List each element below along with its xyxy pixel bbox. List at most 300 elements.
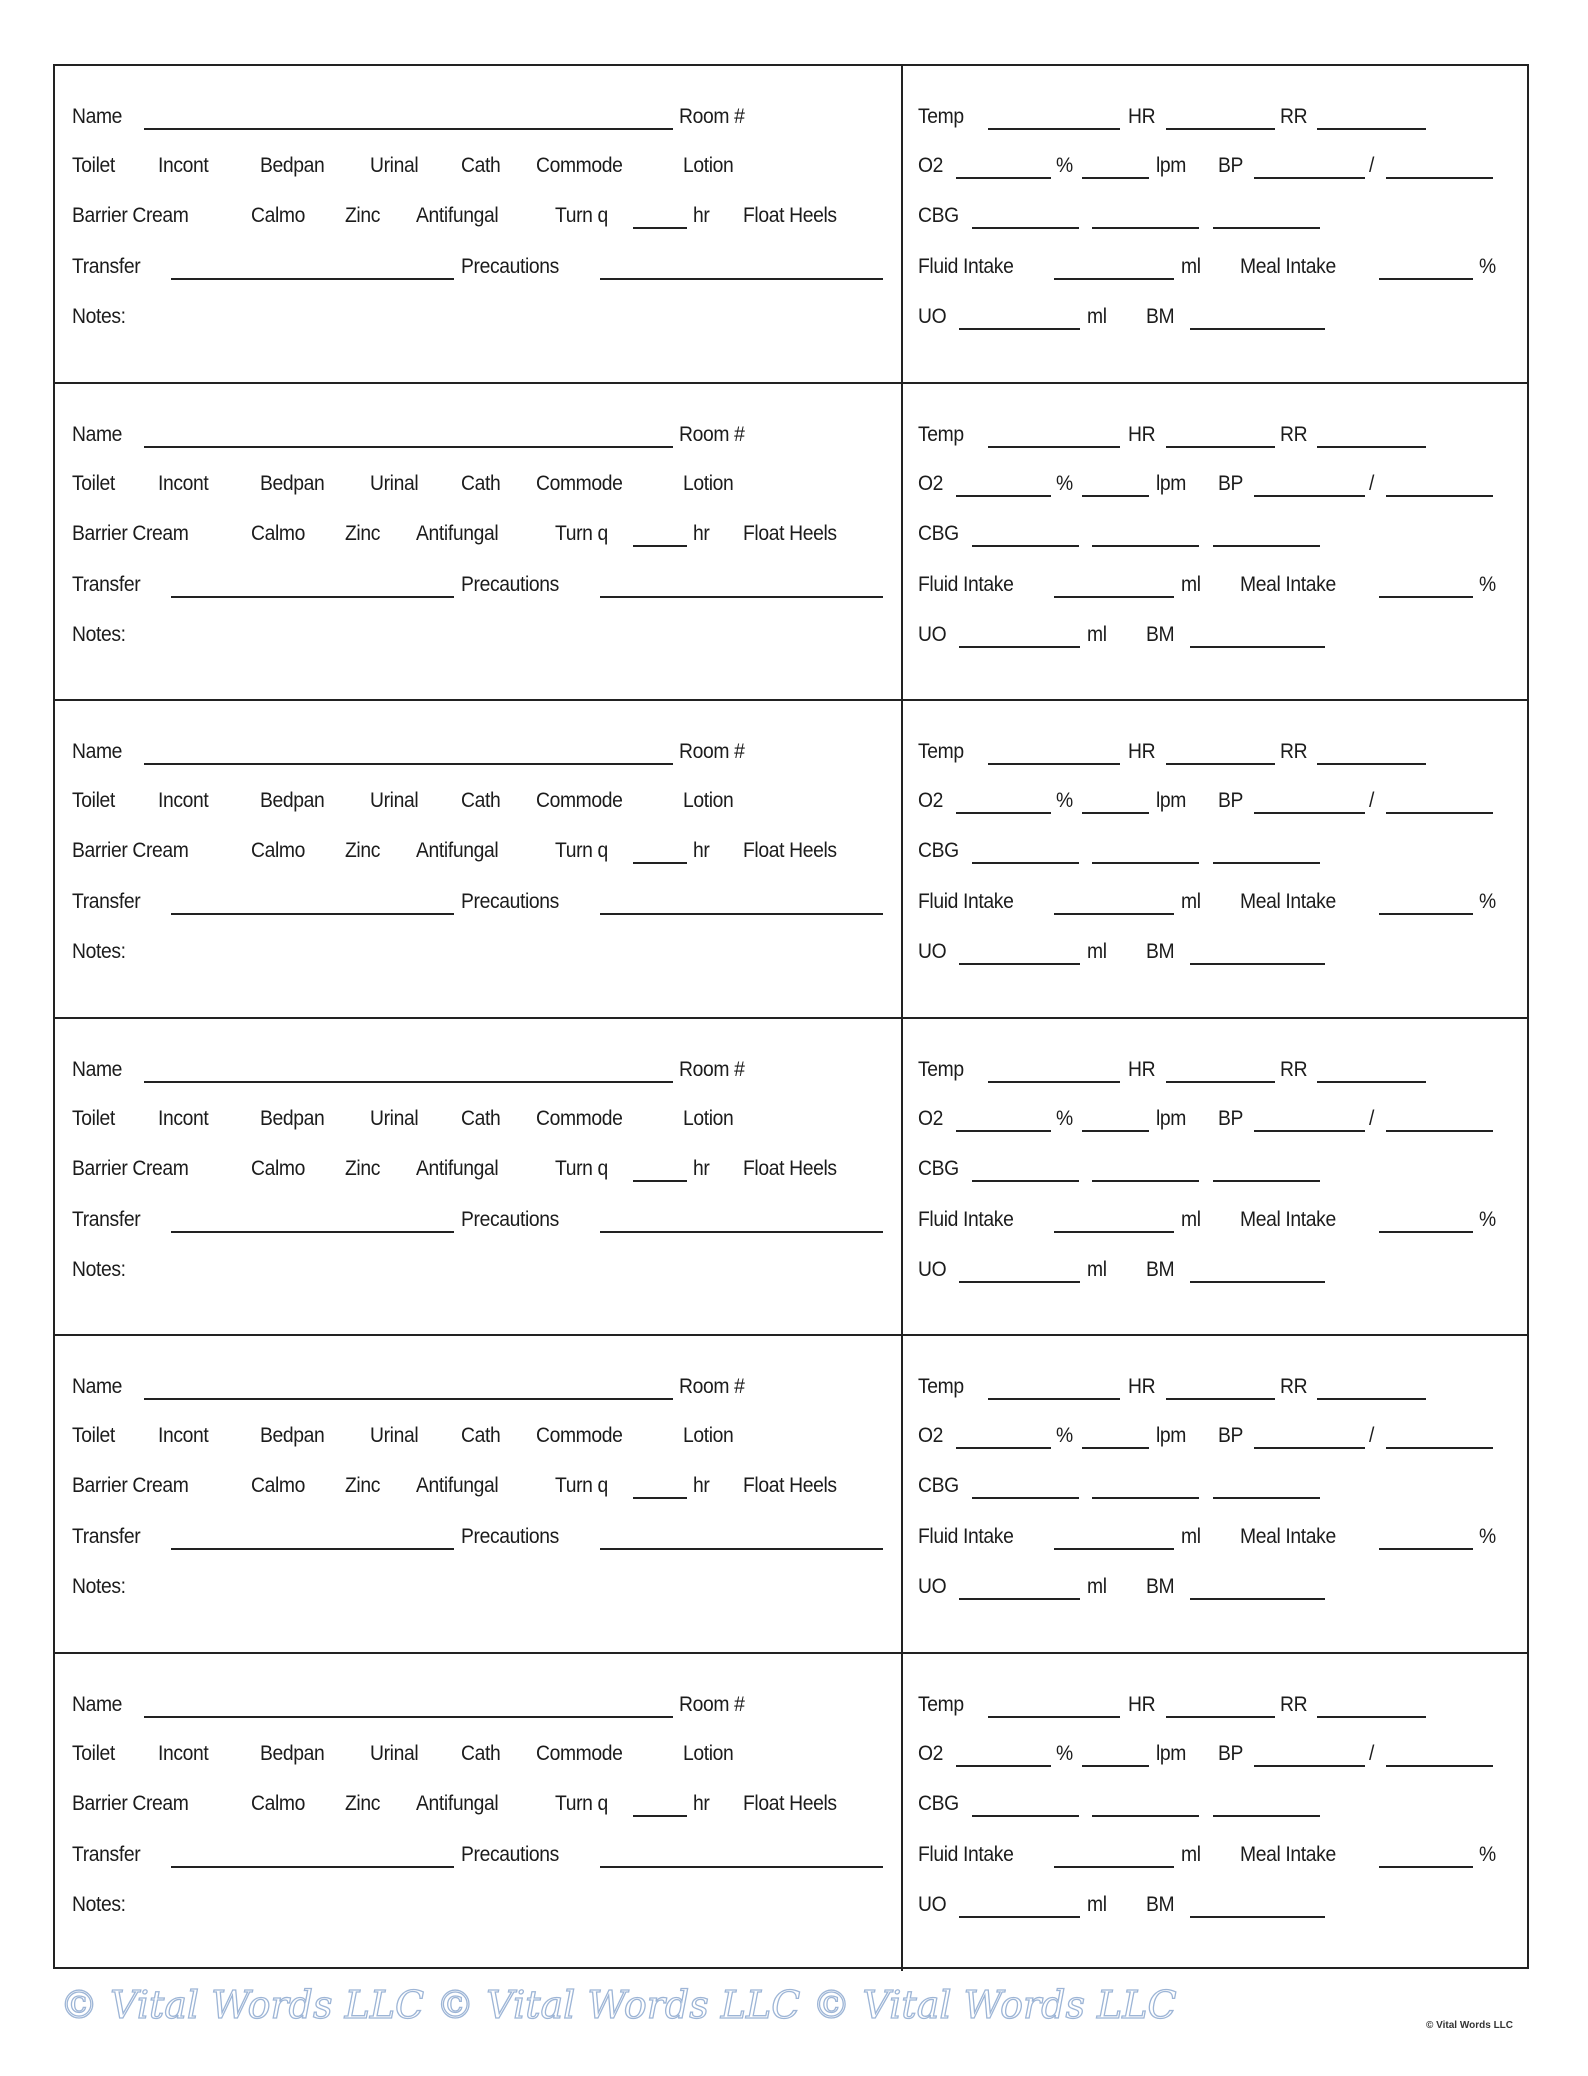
bp-diastolic-field[interactable] (1386, 495, 1493, 497)
name-field[interactable] (144, 446, 673, 448)
bp-slash: / (1369, 1424, 1375, 1447)
ml-label: ml (1181, 1207, 1201, 1231)
hr-field[interactable] (1166, 446, 1275, 448)
transfer-field[interactable] (171, 596, 454, 598)
name-field[interactable] (144, 128, 673, 130)
turn-q-label: Turn q (555, 1791, 608, 1815)
cbg-field-1[interactable] (972, 545, 1079, 547)
temp-label: Temp (918, 1692, 964, 1716)
o2-lpm-field[interactable] (1082, 177, 1149, 179)
fluid-intake-label: Fluid Intake (918, 890, 1014, 913)
bm-field[interactable] (1190, 963, 1325, 965)
name-field[interactable] (144, 1716, 673, 1718)
precautions-label: Precautions (461, 572, 559, 596)
option-commode[interactable]: Commode (536, 1106, 623, 1130)
fluid-intake-field[interactable] (1054, 278, 1174, 280)
o2-percent-field[interactable] (956, 812, 1051, 814)
precautions-label: Precautions (461, 1842, 559, 1866)
temp-label: Temp (918, 1375, 964, 1398)
meal-percent-label: % (1479, 1207, 1496, 1231)
percent-label: % (1056, 1741, 1073, 1765)
rr-label: RR (1280, 422, 1308, 446)
o2-percent-field[interactable] (956, 495, 1051, 497)
option-incont[interactable]: Incont (158, 1424, 209, 1447)
bp-label: BP (1218, 789, 1244, 812)
option-lotion[interactable]: Lotion (683, 154, 734, 177)
bp-label: BP (1218, 1106, 1244, 1130)
cbg-field-1[interactable] (972, 227, 1079, 229)
option-bedpan[interactable]: Bedpan (260, 154, 325, 177)
cbg-field-3[interactable] (1213, 545, 1320, 547)
option-barrier-cream[interactable]: Barrier Cream (72, 839, 189, 862)
option-incont[interactable]: Incont (158, 154, 209, 177)
name-field[interactable] (144, 1398, 673, 1400)
bp-systolic-field[interactable] (1254, 177, 1365, 179)
uo-ml-label: ml (1087, 305, 1107, 328)
patient-report-sheet (53, 64, 1529, 1969)
meal-intake-field[interactable] (1379, 913, 1473, 915)
option-toilet[interactable]: Toilet (72, 471, 115, 495)
option-commode[interactable]: Commode (536, 471, 623, 495)
bm-label: BM (1146, 1257, 1175, 1281)
hr-unit-label: hr (693, 1791, 710, 1815)
rr-field[interactable] (1317, 446, 1426, 448)
cbg-field-2[interactable] (1092, 545, 1199, 547)
hr-unit-label: hr (693, 204, 710, 227)
bp-systolic-field[interactable] (1254, 495, 1365, 497)
notes-label: Notes: (72, 305, 126, 328)
bm-field[interactable] (1190, 646, 1325, 648)
percent-label: % (1056, 154, 1073, 177)
cbg-field-3[interactable] (1213, 1815, 1320, 1817)
cbg-label: CBG (918, 1791, 959, 1815)
rr-label: RR (1280, 1057, 1308, 1081)
turn-q-label: Turn q (555, 521, 608, 545)
temp-label: Temp (918, 105, 964, 128)
option-antifungal[interactable]: Antifungal (416, 1474, 499, 1497)
option-bedpan[interactable]: Bedpan (260, 1424, 325, 1447)
option-commode[interactable]: Commode (536, 1741, 623, 1765)
precautions-field[interactable] (600, 913, 883, 915)
bm-field[interactable] (1190, 328, 1325, 330)
option-incont[interactable]: Incont (158, 471, 209, 495)
meal-intake-label: Meal Intake (1240, 1842, 1336, 1866)
transfer-field[interactable] (171, 278, 454, 280)
o2-lpm-field[interactable] (1082, 1447, 1149, 1449)
option-cath[interactable]: Cath (461, 1741, 501, 1765)
option-zinc[interactable]: Zinc (345, 204, 381, 227)
meal-intake-field[interactable] (1379, 1548, 1473, 1550)
name-label: Name (72, 1692, 123, 1716)
patient-record (55, 384, 1527, 702)
hr-unit-label: hr (693, 1156, 710, 1180)
option-toilet[interactable]: Toilet (72, 1106, 115, 1130)
hr-field[interactable] (1166, 128, 1275, 130)
meal-intake-label: Meal Intake (1240, 255, 1336, 278)
notes-label: Notes: (72, 1892, 126, 1916)
uo-label: UO (918, 1257, 947, 1281)
bp-diastolic-field[interactable] (1386, 1765, 1493, 1767)
patient-record (55, 701, 1527, 1019)
bp-systolic-field[interactable] (1254, 812, 1365, 814)
precautions-field[interactable] (600, 1866, 883, 1868)
cbg-field-1[interactable] (972, 1815, 1079, 1817)
column-divider (901, 701, 903, 1017)
o2-label: O2 (918, 1741, 944, 1765)
name-label: Name (72, 422, 123, 446)
transfer-field[interactable] (171, 1866, 454, 1868)
precautions-label: Precautions (461, 1525, 559, 1548)
turn-hours-field[interactable] (633, 545, 687, 547)
option-incont[interactable]: Incont (158, 1741, 209, 1765)
uo-field[interactable] (959, 1598, 1080, 1600)
bm-label: BM (1146, 1575, 1175, 1598)
option-zinc[interactable]: Zinc (345, 1474, 381, 1497)
option-zinc[interactable]: Zinc (345, 1156, 381, 1180)
meal-percent-label: % (1479, 890, 1496, 913)
hr-label: HR (1128, 422, 1156, 446)
uo-label: UO (918, 305, 947, 328)
o2-percent-field[interactable] (956, 1765, 1051, 1767)
cbg-label: CBG (918, 1474, 959, 1497)
fluid-intake-field[interactable] (1054, 1231, 1174, 1233)
turn-hours-field[interactable] (633, 1497, 687, 1499)
o2-lpm-field[interactable] (1082, 1130, 1149, 1132)
cbg-label: CBG (918, 1156, 959, 1180)
option-incont[interactable]: Incont (158, 1106, 209, 1130)
option-float-heels[interactable]: Float Heels (743, 839, 837, 862)
uo-ml-label: ml (1087, 622, 1107, 646)
bp-label: BP (1218, 154, 1244, 177)
precautions-label: Precautions (461, 1207, 559, 1231)
option-antifungal[interactable]: Antifungal (416, 521, 499, 545)
option-calmo[interactable]: Calmo (251, 1474, 305, 1497)
patient-record (55, 1336, 1527, 1654)
meal-intake-field[interactable] (1379, 596, 1473, 598)
percent-label: % (1056, 1106, 1073, 1130)
column-divider (901, 1654, 903, 1972)
uo-field[interactable] (959, 963, 1080, 965)
uo-field[interactable] (959, 1281, 1080, 1283)
temp-field[interactable] (988, 1081, 1120, 1083)
patient-record (55, 66, 1527, 384)
cbg-field-3[interactable] (1213, 862, 1320, 864)
temp-field[interactable] (988, 446, 1120, 448)
fluid-intake-field[interactable] (1054, 1548, 1174, 1550)
rr-field[interactable] (1317, 1081, 1426, 1083)
option-cath[interactable]: Cath (461, 471, 501, 495)
name-label: Name (72, 1375, 123, 1398)
option-urinal[interactable]: Urinal (370, 1106, 419, 1130)
option-calmo[interactable]: Calmo (251, 204, 305, 227)
bm-field[interactable] (1190, 1916, 1325, 1918)
transfer-label: Transfer (72, 572, 141, 596)
option-calmo[interactable]: Calmo (251, 1791, 305, 1815)
ml-label: ml (1181, 572, 1201, 596)
transfer-label: Transfer (72, 1842, 141, 1866)
ml-label: ml (1181, 1525, 1201, 1548)
option-float-heels[interactable]: Float Heels (743, 204, 837, 227)
uo-label: UO (918, 940, 947, 963)
cbg-field-1[interactable] (972, 1180, 1079, 1182)
bp-diastolic-field[interactable] (1386, 1447, 1493, 1449)
rr-field[interactable] (1317, 1398, 1426, 1400)
option-lotion[interactable]: Lotion (683, 1424, 734, 1447)
meal-intake-label: Meal Intake (1240, 1525, 1336, 1548)
rr-field[interactable] (1317, 1716, 1426, 1718)
temp-field[interactable] (988, 763, 1120, 765)
uo-ml-label: ml (1087, 1257, 1107, 1281)
patient-record (55, 1654, 1527, 1972)
uo-label: UO (918, 622, 947, 646)
bm-field[interactable] (1190, 1281, 1325, 1283)
option-float-heels[interactable]: Float Heels (743, 1474, 837, 1497)
cbg-field-1[interactable] (972, 1497, 1079, 1499)
meal-intake-field[interactable] (1379, 1231, 1473, 1233)
option-cath[interactable]: Cath (461, 154, 501, 177)
uo-field[interactable] (959, 646, 1080, 648)
option-cath[interactable]: Cath (461, 1106, 501, 1130)
option-bedpan[interactable]: Bedpan (260, 1106, 325, 1130)
name-field[interactable] (144, 763, 673, 765)
uo-label: UO (918, 1575, 947, 1598)
option-barrier-cream[interactable]: Barrier Cream (72, 1156, 189, 1180)
option-lotion[interactable]: Lotion (683, 471, 734, 495)
lpm-label: lpm (1156, 154, 1187, 177)
column-divider (901, 1336, 903, 1652)
option-commode[interactable]: Commode (536, 789, 623, 812)
temp-label: Temp (918, 1057, 964, 1081)
hr-unit-label: hr (693, 839, 710, 862)
option-bedpan[interactable]: Bedpan (260, 789, 325, 812)
column-divider (901, 1019, 903, 1335)
patient-record (55, 1019, 1527, 1337)
option-lotion[interactable]: Lotion (683, 1106, 734, 1130)
option-incont[interactable]: Incont (158, 789, 209, 812)
notes-label: Notes: (72, 1575, 126, 1598)
column-divider (901, 66, 903, 382)
option-zinc[interactable]: Zinc (345, 1791, 381, 1815)
meal-percent-label: % (1479, 255, 1496, 278)
rr-field[interactable] (1317, 128, 1426, 130)
hr-field[interactable] (1166, 1081, 1275, 1083)
temp-label: Temp (918, 740, 964, 763)
room-label: Room # (679, 1057, 745, 1081)
footer-copyright: © Vital Words LLC (1426, 2020, 1514, 2031)
fluid-intake-label: Fluid Intake (918, 255, 1014, 278)
o2-lpm-field[interactable] (1082, 812, 1149, 814)
hr-field[interactable] (1166, 1398, 1275, 1400)
turn-hours-field[interactable] (633, 1815, 687, 1817)
room-label: Room # (679, 105, 745, 128)
option-urinal[interactable]: Urinal (370, 154, 419, 177)
cbg-field-3[interactable] (1213, 1497, 1320, 1499)
hr-label: HR (1128, 1375, 1156, 1398)
o2-percent-field[interactable] (956, 1447, 1051, 1449)
fluid-intake-label: Fluid Intake (918, 1525, 1014, 1548)
meal-intake-label: Meal Intake (1240, 572, 1336, 596)
ml-label: ml (1181, 255, 1201, 278)
hr-field[interactable] (1166, 1716, 1275, 1718)
option-toilet[interactable]: Toilet (72, 154, 115, 177)
bp-diastolic-field[interactable] (1386, 812, 1493, 814)
lpm-label: lpm (1156, 1424, 1187, 1447)
turn-hours-field[interactable] (633, 227, 687, 229)
bp-slash: / (1369, 1741, 1375, 1765)
option-cath[interactable]: Cath (461, 789, 501, 812)
option-barrier-cream[interactable]: Barrier Cream (72, 204, 189, 227)
room-label: Room # (679, 1692, 745, 1716)
hr-field[interactable] (1166, 763, 1275, 765)
cbg-label: CBG (918, 839, 959, 862)
cbg-field-2[interactable] (1092, 1497, 1199, 1499)
option-urinal[interactable]: Urinal (370, 471, 419, 495)
meal-intake-field[interactable] (1379, 278, 1473, 280)
ml-label: ml (1181, 1842, 1201, 1866)
o2-lpm-field[interactable] (1082, 1765, 1149, 1767)
option-bedpan[interactable]: Bedpan (260, 471, 325, 495)
column-divider (901, 384, 903, 700)
option-toilet[interactable]: Toilet (72, 1741, 115, 1765)
option-bedpan[interactable]: Bedpan (260, 1741, 325, 1765)
precautions-label: Precautions (461, 890, 559, 913)
o2-percent-field[interactable] (956, 1130, 1051, 1132)
uo-field[interactable] (959, 1916, 1080, 1918)
bp-systolic-field[interactable] (1254, 1447, 1365, 1449)
option-commode[interactable]: Commode (536, 154, 623, 177)
fluid-intake-field[interactable] (1054, 596, 1174, 598)
option-barrier-cream[interactable]: Barrier Cream (72, 1474, 189, 1497)
rr-field[interactable] (1317, 763, 1426, 765)
cbg-field-2[interactable] (1092, 862, 1199, 864)
bm-label: BM (1146, 305, 1175, 328)
option-float-heels[interactable]: Float Heels (743, 1791, 837, 1815)
bp-diastolic-field[interactable] (1386, 177, 1493, 179)
name-label: Name (72, 105, 123, 128)
option-calmo[interactable]: Calmo (251, 1156, 305, 1180)
turn-hours-field[interactable] (633, 862, 687, 864)
copyright-watermark: © Vital Words LLC © Vital Words LLC © Vital Words LLC (60, 1983, 1177, 2027)
hr-label: HR (1128, 1692, 1156, 1716)
meal-percent-label: % (1479, 1842, 1496, 1866)
transfer-label: Transfer (72, 890, 141, 913)
option-float-heels[interactable]: Float Heels (743, 1156, 837, 1180)
option-urinal[interactable]: Urinal (370, 789, 419, 812)
cbg-field-3[interactable] (1213, 227, 1320, 229)
temp-field[interactable] (988, 1716, 1120, 1718)
ml-label: ml (1181, 890, 1201, 913)
option-commode[interactable]: Commode (536, 1424, 623, 1447)
temp-field[interactable] (988, 1398, 1120, 1400)
option-antifungal[interactable]: Antifungal (416, 1791, 499, 1815)
cbg-label: CBG (918, 204, 959, 227)
room-label: Room # (679, 1375, 745, 1398)
fluid-intake-label: Fluid Intake (918, 1207, 1014, 1231)
turn-q-label: Turn q (555, 839, 608, 862)
option-calmo[interactable]: Calmo (251, 839, 305, 862)
transfer-field[interactable] (171, 1548, 454, 1550)
meal-intake-label: Meal Intake (1240, 1207, 1336, 1231)
option-urinal[interactable]: Urinal (370, 1424, 419, 1447)
name-field[interactable] (144, 1081, 673, 1083)
o2-lpm-field[interactable] (1082, 495, 1149, 497)
option-zinc[interactable]: Zinc (345, 521, 381, 545)
hr-unit-label: hr (693, 1474, 710, 1497)
option-barrier-cream[interactable]: Barrier Cream (72, 521, 189, 545)
meal-percent-label: % (1479, 572, 1496, 596)
bm-label: BM (1146, 940, 1175, 963)
meal-intake-field[interactable] (1379, 1866, 1473, 1868)
cbg-field-2[interactable] (1092, 1815, 1199, 1817)
hr-label: HR (1128, 105, 1156, 128)
rr-label: RR (1280, 105, 1308, 128)
transfer-label: Transfer (72, 1207, 141, 1231)
precautions-field[interactable] (600, 1548, 883, 1550)
option-toilet[interactable]: Toilet (72, 1424, 115, 1447)
meal-percent-label: % (1479, 1525, 1496, 1548)
bm-field[interactable] (1190, 1598, 1325, 1600)
bp-systolic-field[interactable] (1254, 1765, 1365, 1767)
lpm-label: lpm (1156, 471, 1187, 495)
option-zinc[interactable]: Zinc (345, 839, 381, 862)
notes-label: Notes: (72, 622, 126, 646)
precautions-field[interactable] (600, 1231, 883, 1233)
cbg-field-3[interactable] (1213, 1180, 1320, 1182)
option-antifungal[interactable]: Antifungal (416, 839, 499, 862)
option-lotion[interactable]: Lotion (683, 1741, 734, 1765)
option-lotion[interactable]: Lotion (683, 789, 734, 812)
precautions-field[interactable] (600, 596, 883, 598)
bp-label: BP (1218, 1424, 1244, 1447)
transfer-field[interactable] (171, 913, 454, 915)
cbg-field-1[interactable] (972, 862, 1079, 864)
precautions-field[interactable] (600, 278, 883, 280)
notes-label: Notes: (72, 1257, 126, 1281)
turn-hours-field[interactable] (633, 1180, 687, 1182)
hr-label: HR (1128, 1057, 1156, 1081)
lpm-label: lpm (1156, 789, 1187, 812)
uo-ml-label: ml (1087, 1575, 1107, 1598)
temp-label: Temp (918, 422, 964, 446)
name-label: Name (72, 740, 123, 763)
transfer-field[interactable] (171, 1231, 454, 1233)
fluid-intake-field[interactable] (1054, 1866, 1174, 1868)
option-barrier-cream[interactable]: Barrier Cream (72, 1791, 189, 1815)
option-calmo[interactable]: Calmo (251, 521, 305, 545)
bp-diastolic-field[interactable] (1386, 1130, 1493, 1132)
percent-label: % (1056, 471, 1073, 495)
fluid-intake-field[interactable] (1054, 913, 1174, 915)
transfer-label: Transfer (72, 1525, 141, 1548)
option-cath[interactable]: Cath (461, 1424, 501, 1447)
temp-field[interactable] (988, 128, 1120, 130)
option-toilet[interactable]: Toilet (72, 789, 115, 812)
o2-label: O2 (918, 789, 944, 812)
uo-field[interactable] (959, 328, 1080, 330)
option-float-heels[interactable]: Float Heels (743, 521, 837, 545)
uo-ml-label: ml (1087, 940, 1107, 963)
option-antifungal[interactable]: Antifungal (416, 1156, 499, 1180)
turn-q-label: Turn q (555, 1156, 608, 1180)
o2-percent-field[interactable] (956, 177, 1051, 179)
cbg-field-2[interactable] (1092, 227, 1199, 229)
bp-systolic-field[interactable] (1254, 1130, 1365, 1132)
lpm-label: lpm (1156, 1106, 1187, 1130)
option-antifungal[interactable]: Antifungal (416, 204, 499, 227)
rr-label: RR (1280, 1692, 1308, 1716)
cbg-field-2[interactable] (1092, 1180, 1199, 1182)
option-urinal[interactable]: Urinal (370, 1741, 419, 1765)
